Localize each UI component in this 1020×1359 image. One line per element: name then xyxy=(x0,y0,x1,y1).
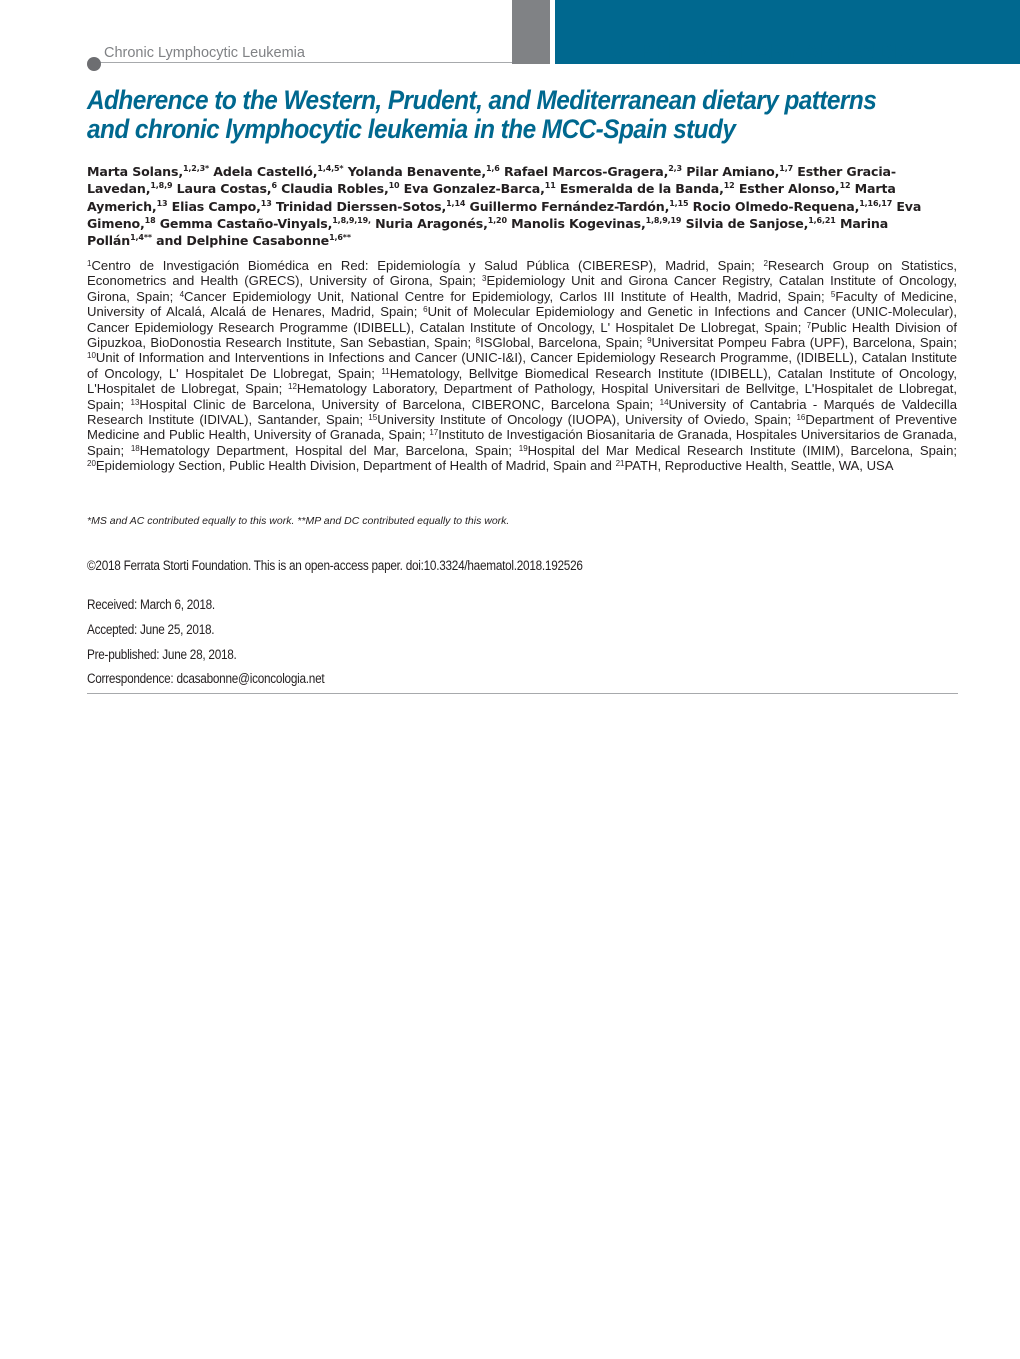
author-affiliation-marker: 1,8,9,19, xyxy=(332,215,371,225)
author-affiliation-marker: 12 xyxy=(839,181,851,191)
affiliation-text: Hematology Laboratory, Department of Pathology, Hospital Universitari de Bellvitge, L'Hospitalet de Llobregat, Spain; xyxy=(87,381,957,412)
supplementary-appendix-label: SUPPLEMENTARY APPENDIX xyxy=(610,40,915,63)
affiliation-text: University Institute of Oncology (IUOPA), University of Oviedo, Spain; xyxy=(377,412,797,428)
author-name: and Delphine Casabonne xyxy=(151,233,330,249)
affiliation-text: Hematology Department, Hospital del Mar, Barcelona, Spain; xyxy=(139,442,519,458)
affiliation-text: University of Cantabria - Marqués de Valdecilla Research Institute (IDIVAL), Santander, Spain; xyxy=(87,396,957,428)
author-name: Esther Alonso, xyxy=(734,181,840,197)
author-affiliation-marker: 1,7 xyxy=(779,164,794,173)
author-affiliation-marker: 12 xyxy=(723,181,735,191)
affiliation-number: 1 xyxy=(87,259,92,268)
author-name: Marina Pollán xyxy=(87,215,889,249)
author-affiliation-marker: 18 xyxy=(144,215,156,225)
affiliation-text: Epidemiology Unit and Girona Cancer Registry, Catalan Institute of Oncology, Girona, Spain; xyxy=(87,273,958,304)
correspondence-line: Correspondence: dcasabonne@iconcologia.net xyxy=(87,671,325,686)
author-name: Elias Campo, xyxy=(167,198,261,214)
author-name: Eva Gimeno, xyxy=(87,198,922,231)
author-affiliation-marker: 10 xyxy=(388,181,400,191)
author-affiliation-marker: 2,3 xyxy=(668,164,682,173)
affiliation-text: Hospital del Mar Medical Research Institute (IMIM), Barcelona, Spain; xyxy=(527,442,957,458)
author-name: Silvia de Sanjose, xyxy=(681,215,809,231)
author-affiliation-marker: 1,4** xyxy=(130,233,152,243)
author-affiliation-marker: 1,8,9,19 xyxy=(645,215,682,225)
author-name: Esther Gracia-Lavedan, xyxy=(87,164,896,197)
affiliation-number: 14 xyxy=(659,397,669,407)
author-name: Pilar Amiano, xyxy=(681,164,780,179)
affiliation-text: ISGlobal, Barcelona, Spain; xyxy=(480,335,648,351)
affiliation-number: 10 xyxy=(87,351,96,361)
affiliation-text: Centro de Investigación Biomédica en Red: Epidemiología y Salud Pública (CIBERESP), Madrid, Spain; xyxy=(91,258,764,273)
received-date: Received: March 6, 2018. xyxy=(87,597,215,612)
author-affiliation-marker: 1,6** xyxy=(329,233,351,243)
accepted-date: Accepted: June 25, 2018. xyxy=(87,622,215,637)
affiliation-text: Epidemiology Section, Public Health Division, Department of Health of Madrid, Spain and xyxy=(95,458,616,474)
affiliation-number: 19 xyxy=(518,443,528,453)
author-affiliation-marker: 13 xyxy=(260,198,272,208)
copyright-line: ©2018 Ferrata Storti Foundation. This is an open-access paper. doi:10.3324/haematol.2018.192526 xyxy=(87,558,583,573)
author-name: Manolis Kogevinas, xyxy=(506,215,646,231)
header-rule xyxy=(95,62,512,63)
affiliation-text: Research Group on Statistics, Econometrics and Health (GRECS), University of Girona, Spain; xyxy=(87,258,958,289)
author-name: Yolanda Benavente, xyxy=(343,164,486,179)
section-divider xyxy=(87,693,958,694)
author-name: Rafael Marcos-Gragera, xyxy=(499,164,669,179)
author-affiliation-marker: 1,4,5* xyxy=(317,164,344,173)
author-list xyxy=(87,163,957,249)
affiliation-text: Cancer Epidemiology Unit, National Centre for Epidemiology, Carlos III Institute of Health, Madrid, Spain; xyxy=(184,288,831,304)
affiliation-number: 17 xyxy=(429,428,439,438)
author-affiliation-marker: 1,20 xyxy=(487,215,507,225)
affiliation-number: 9 xyxy=(647,336,652,346)
author-name: Guillermo Fernández-Tardón, xyxy=(465,198,670,214)
author-name: Esmeralda de la Banda, xyxy=(555,181,724,197)
affiliation-number: 16 xyxy=(796,413,806,423)
article-title: Adherence to the Western, Prudent, and Mediterranean dietary patterns and chronic lymphocytic leukemia in the MCC-Spain study xyxy=(87,85,877,144)
affiliation-text: PATH, Reproductive Health, Seattle, WA, USA xyxy=(624,458,894,474)
author-affiliation-marker: 13 xyxy=(156,198,168,208)
affiliation-number: 4 xyxy=(179,289,185,299)
author-affiliation-marker: 1,15 xyxy=(669,198,689,208)
prepublished-date: Pre-published: June 28, 2018. xyxy=(87,647,237,662)
author-name: Trinidad Dierssen-Sotos, xyxy=(271,198,447,214)
affiliation-text: Department of Preventive Medicine and Public Health, University of Granada, Spain; xyxy=(87,412,957,443)
affiliation-text: Universitat Pompeu Fabra (UPF), Barcelona, Spain; xyxy=(651,335,957,351)
affiliation-number: 6 xyxy=(423,305,428,315)
affiliation-number: 12 xyxy=(288,382,297,392)
author-name: Claudia Robles, xyxy=(276,181,389,197)
journal-category: Chronic Lymphocytic Leukemia xyxy=(104,45,305,61)
affiliation-number: 20 xyxy=(87,459,96,469)
author-name: Laura Costas, xyxy=(172,181,272,197)
affiliation-number: 3 xyxy=(482,274,487,284)
author-name: Marta Aymerich, xyxy=(87,181,896,214)
author-name: Nuria Aragonés, xyxy=(370,215,488,231)
affiliation-text: Hospital Clinic de Barcelona, University of Barcelona, CIBERONC, Barcelona Spain; xyxy=(139,396,660,412)
affiliation-number: 15 xyxy=(368,413,378,423)
contribution-note: *MS and AC contributed equally to this work. **MP and DC contributed equally to this work. xyxy=(87,515,510,527)
author-affiliation-marker: 1,2,3* xyxy=(182,164,210,173)
header-gray-block xyxy=(512,0,550,64)
affiliation-number: 2 xyxy=(763,259,768,268)
author-affiliation-marker: 1,8,9 xyxy=(150,181,173,191)
affiliation-number: 21 xyxy=(615,459,625,469)
author-name: Eva Gonzalez-Barca, xyxy=(399,181,545,197)
affiliation-text: Unit of Molecular Epidemiology and Genetic in Infections and Cancer (UNIC-Molecular), Cancer Epidemiology Research Programme (IDIBELL), Catalan Institute of Oncology, L' Hospitalet De Llobregat, Spain; xyxy=(87,304,958,335)
author-affiliation-marker: 1,6 xyxy=(485,164,500,173)
affiliation-number: 7 xyxy=(806,320,812,330)
affiliation-text: Faculty of Medicine, University of Alcalá, Alcalá de Henares, Madrid, Spain; xyxy=(87,288,957,320)
author-affiliation-marker: 1,6,21 xyxy=(808,215,836,225)
author-name: Marta Solans, xyxy=(87,164,183,179)
affiliation-number: 5 xyxy=(830,289,836,299)
affiliation-text: Hematology, Bellvitge Biomedical Research Institute (IDIBELL), Catalan Institute of Oncology, L'Hospitalet de Llobregat, Spain; xyxy=(87,365,957,397)
affiliation-text: Public Health Division of Gipuzkoa, BioDonostia Research Institute, San Sebastian, Spain; xyxy=(87,319,957,351)
affiliation-number: 13 xyxy=(130,397,140,407)
author-affiliation-marker: 11 xyxy=(544,181,556,191)
affiliation-list xyxy=(87,258,957,474)
author-affiliation-marker: 6 xyxy=(271,181,277,191)
author-affiliation-marker: 1,14 xyxy=(446,198,466,208)
affiliation-number: 8 xyxy=(475,336,481,346)
affiliation-text: Unit of Information and Interventions in Infections and Cancer (UNIC-I&I), Cancer Epidemiology Research Programme, (IDIBELL), Catalan Institute of Oncology, L' Hospitalet De Llobregat, Spain; xyxy=(87,350,957,381)
header-bullet-icon xyxy=(87,57,101,71)
author-name: Rocio Olmedo-Requena, xyxy=(688,198,860,214)
affiliation-number: 11 xyxy=(381,366,390,376)
author-name: Adela Castelló, xyxy=(209,164,318,179)
author-affiliation-marker: 1,16,17 xyxy=(859,198,893,208)
affiliation-text: Instituto de Investigación Biosanitaria de Granada, Hospitales Universitarios de Granada, Spain; xyxy=(87,427,957,458)
affiliation-number: 18 xyxy=(130,443,140,453)
author-name: Gemma Castaño-Vinyals, xyxy=(155,215,333,231)
